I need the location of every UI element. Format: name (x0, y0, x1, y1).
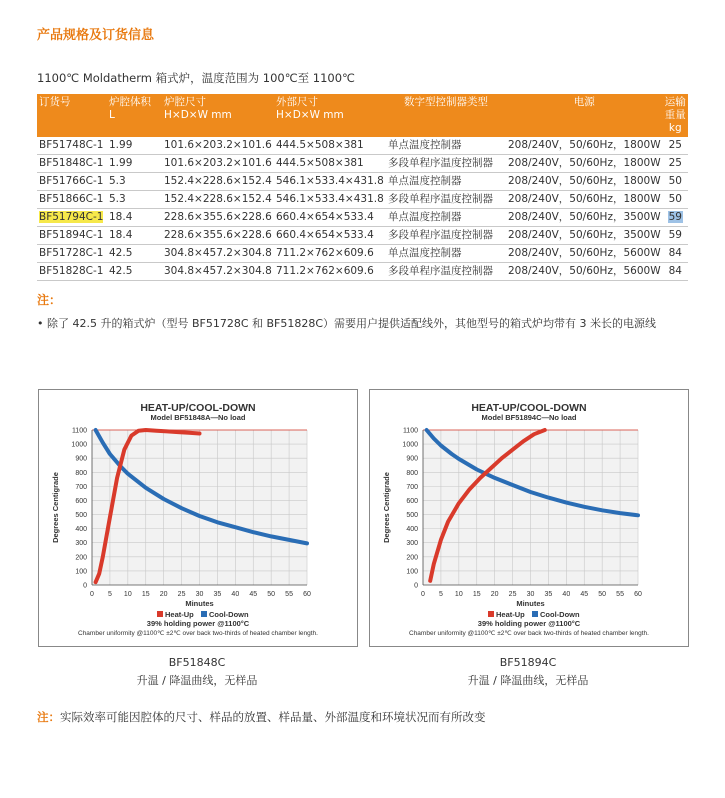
chart-footnote-uniformity: Chamber uniformity @1100℃ ±2℃ over back two-thirds of heated chamber length. (78, 630, 318, 637)
x-tick-label: 0 (421, 591, 425, 598)
table-row: BF51894C-1 18.4 228.6×355.6×228.6 660.4×654×533.4 多段单程序温度控制器 208/240V，50/60Hz，3500W 59 (37, 227, 688, 245)
y-tick-label: 900 (406, 455, 418, 463)
y-tick-label: 0 (83, 582, 87, 590)
footer-note (37, 709, 486, 725)
header-order-no: 订货号 (37, 94, 107, 137)
y-tick-label: 500 (406, 512, 418, 520)
y-tick-label: 800 (75, 469, 87, 477)
chart-subtitle: Model BF51848A—No load (150, 413, 246, 422)
caption-model: BF51848C (168, 656, 226, 669)
header-controller: 数字型控制器类型 (386, 94, 506, 137)
y-tick-label: 700 (406, 483, 418, 491)
table-row: BF51866C-1 5.3 152.4×228.6×152.4 546.1×533.4×431.8 多段单程序温度控制器 208/240V，50/60Hz，1800W 50 (37, 191, 688, 209)
legend-cool-down-label: Cool-Down (209, 610, 249, 619)
x-tick-label: 55 (616, 591, 624, 598)
y-tick-label: 500 (75, 512, 87, 520)
x-tick-label: 50 (598, 591, 607, 598)
highlighted-weight: 59 (668, 211, 682, 223)
table-row: BF51728C-1 42.5 304.8×457.2×304.8 711.2×762×609.6 单点温度控制器 208/240V，50/60Hz，5600W 84 (37, 245, 688, 263)
y-tick-label: 200 (406, 554, 418, 562)
y-tick-label: 700 (75, 483, 87, 491)
header-volume: 炉腔体积 L (107, 94, 162, 137)
table-header-row (37, 94, 688, 137)
y-tick-label: 1100 (71, 427, 87, 435)
table-row: BF51766C-1 5.3 152.4×228.6×152.4 546.1×533.4×431.8 单点温度控制器 208/240V，50/60Hz，1800W 50 (37, 173, 688, 191)
x-tick-label: 20 (159, 591, 168, 598)
x-tick-label: 45 (249, 591, 258, 598)
x-tick-label: 40 (231, 591, 240, 598)
table-row: BF51794C-1 18.4 228.6×355.6×228.6 660.4×654×533.4 单点温度控制器 208/240V，50/60Hz，3500W 59 (37, 209, 688, 227)
x-tick-label: 10 (123, 591, 132, 598)
y-tick-label: 1100 (402, 427, 418, 435)
x-tick-label: 5 (107, 591, 112, 598)
y-tick-label: 100 (406, 568, 418, 576)
chart-footnote-power: 39% holding power @1100°C (477, 619, 581, 628)
header-external-size: 外部尺寸 H×D×W mm (274, 94, 386, 137)
chart-svg-left (39, 390, 357, 646)
x-tick-label: 10 (454, 591, 463, 598)
caption-desc: 升温 / 降温曲线，无样品 (467, 674, 589, 687)
y-axis-label: Degrees Centigrade (382, 472, 391, 543)
x-tick-label: 60 (634, 591, 642, 598)
x-tick-label: 40 (562, 591, 571, 598)
highlighted-order-no: BF51794C-1 (39, 211, 104, 223)
legend-cool-down-swatch (201, 611, 207, 617)
x-tick-label: 45 (580, 591, 589, 598)
y-tick-label: 600 (406, 497, 418, 505)
table-row: BF51828C-1 42.5 304.8×457.2×304.8 711.2×762×609.6 多段单程序温度控制器 208/240V，50/60Hz，5600W 84 (37, 263, 688, 281)
chart-right (369, 389, 689, 647)
caption-left (38, 656, 356, 688)
footer-text: 实际效率可能因腔体的尺寸、样品的放置、样品量、外部温度和环境状况而有所改变 (60, 710, 486, 724)
table-subtitle: 1100℃ Moldatherm 箱式炉，温度范围为 100℃至 1100℃ (37, 71, 355, 85)
x-tick-label: 20 (490, 591, 499, 598)
legend-heat-up-swatch (157, 611, 163, 617)
table-row: BF51748C-1 1.99 101.6×203.2×101.6 444.5×508×381 单点温度控制器 208/240V，50/60Hz，1800W 25 (37, 137, 688, 155)
spec-table (37, 94, 688, 281)
section-title: 产品规格及订货信息 (37, 28, 155, 43)
x-tick-label: 15 (472, 591, 481, 598)
chart-title: HEAT-UP/COOL-DOWN (140, 402, 256, 414)
y-tick-label: 900 (75, 455, 87, 463)
x-tick-label: 60 (303, 591, 311, 598)
x-tick-label: 25 (177, 591, 186, 598)
chart-footnote-power: 39% holding power @1100°C (146, 619, 250, 628)
x-tick-label: 35 (544, 591, 553, 598)
y-tick-label: 300 (406, 540, 418, 548)
x-tick-label: 35 (213, 591, 222, 598)
legend-cool-down-swatch (532, 611, 538, 617)
x-tick-label: 55 (285, 591, 293, 598)
footer-label: 注： (37, 710, 60, 724)
x-tick-label: 30 (526, 591, 535, 598)
x-tick-label: 30 (195, 591, 204, 598)
y-tick-label: 200 (75, 554, 87, 562)
note-bullet: • 除了 42.5 升的箱式炉（型号 BF51728C 和 BF51828C）需要用户提供适配线外，其他型号的箱式炉均带有 3 米长的电源线 (37, 317, 657, 330)
y-tick-label: 0 (414, 582, 418, 590)
y-tick-label: 1000 (402, 441, 418, 449)
chart-svg-right (370, 390, 688, 646)
note-title: 注： (37, 293, 62, 307)
chart-title: HEAT-UP/COOL-DOWN (471, 402, 587, 414)
y-tick-label: 400 (75, 526, 87, 534)
y-tick-label: 400 (406, 526, 418, 534)
legend-heat-up-label: Heat-Up (496, 610, 525, 619)
x-tick-label: 5 (438, 591, 443, 598)
y-tick-label: 1000 (71, 441, 87, 449)
caption-desc: 升温 / 降温曲线，无样品 (136, 674, 258, 687)
table-row: BF51848C-1 1.99 101.6×203.2×101.6 444.5×508×381 多段单程序温度控制器 208/240V，50/60Hz，1800W 25 (37, 155, 688, 173)
legend-heat-up-label: Heat-Up (165, 610, 194, 619)
x-tick-label: 0 (90, 591, 94, 598)
header-power: 电源 (506, 94, 663, 137)
y-tick-label: 300 (75, 540, 87, 548)
x-tick-label: 50 (267, 591, 276, 598)
y-tick-label: 100 (75, 568, 87, 576)
x-axis-label: Minutes (185, 599, 214, 608)
x-tick-label: 25 (508, 591, 517, 598)
chart-footnote-uniformity: Chamber uniformity @1100℃ ±2℃ over back two-thirds of heated chamber length. (409, 630, 649, 637)
x-tick-label: 15 (141, 591, 150, 598)
header-chamber-size: 炉腔尺寸 H×D×W mm (162, 94, 274, 137)
chart-left (38, 389, 358, 647)
caption-model: BF51894C (499, 656, 557, 669)
caption-right (369, 656, 687, 688)
legend-cool-down-label: Cool-Down (540, 610, 580, 619)
y-axis-label: Degrees Centigrade (51, 472, 60, 543)
legend-heat-up-swatch (488, 611, 494, 617)
chart-subtitle: Model BF51894C—No load (481, 413, 577, 422)
y-tick-label: 800 (406, 469, 418, 477)
x-axis-label: Minutes (516, 599, 545, 608)
header-weight: 运输重量 kg (663, 94, 688, 137)
y-tick-label: 600 (75, 497, 87, 505)
